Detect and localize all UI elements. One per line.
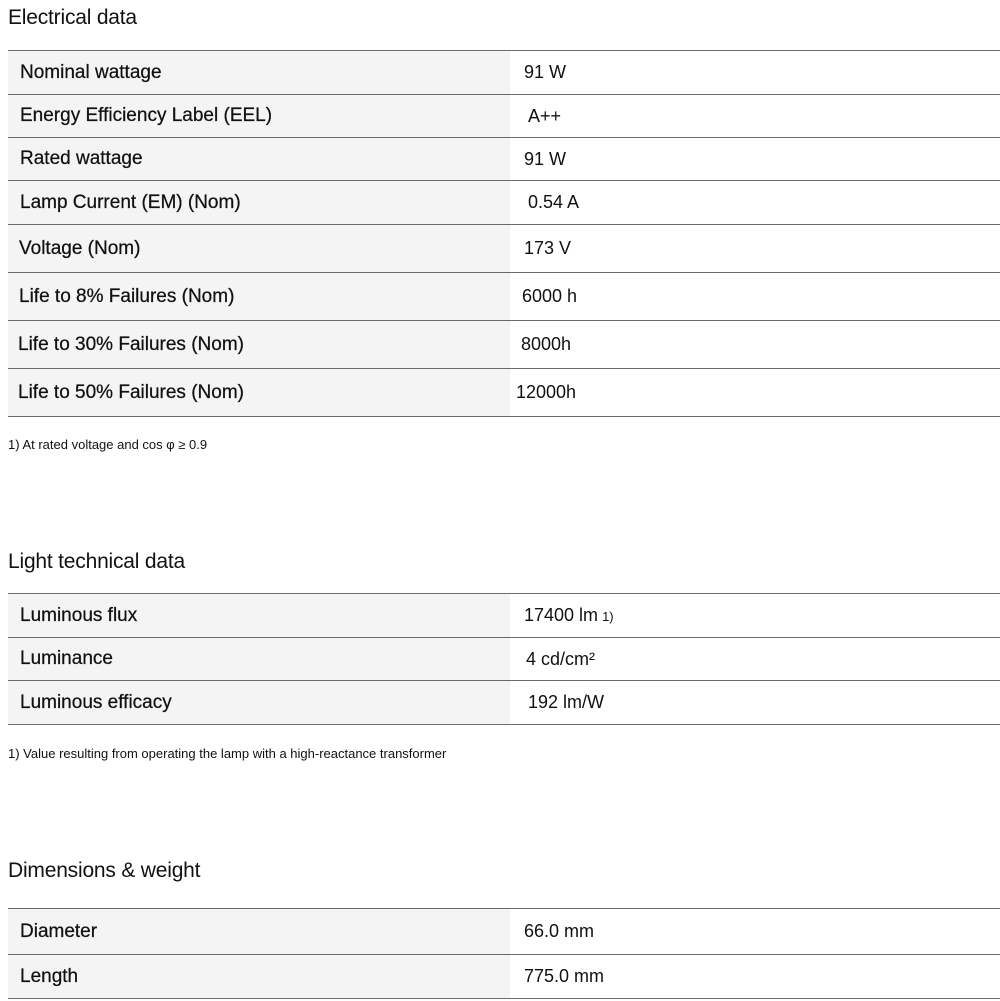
row-label: Lamp Current (EM) (Nom) <box>8 181 510 224</box>
table-row <box>8 909 1000 955</box>
row-value: 6000 h <box>522 286 578 306</box>
table-row <box>8 273 1000 321</box>
row-label: Life to 8% Failures (Nom) <box>8 273 510 320</box>
table-row <box>8 638 1000 681</box>
table-row <box>8 594 1000 638</box>
section-title-electrical: Electrical data <box>8 6 137 29</box>
row-label: Life to 30% Failures (Nom) <box>8 321 510 368</box>
row-label: Diameter <box>8 909 510 954</box>
section-title-dimensions: Dimensions & weight <box>8 859 201 882</box>
row-value: 8000h <box>521 334 572 354</box>
table-row <box>8 51 1000 95</box>
table-row <box>8 138 1000 181</box>
light-technical-data-table <box>8 593 1000 725</box>
row-value: 91 W <box>524 148 567 169</box>
table-row <box>8 181 1000 225</box>
table-row <box>8 321 1000 369</box>
footnote-light: 1) Value resulting from operating the lamp with a high-reactance transformer <box>8 746 447 761</box>
electrical-data-table <box>8 50 1000 417</box>
table-row <box>8 95 1000 138</box>
row-value: 12000h <box>516 382 577 402</box>
row-value <box>510 605 614 626</box>
table-row <box>8 955 1000 999</box>
table-row <box>8 681 1000 725</box>
row-value: 0.54 A <box>528 192 580 212</box>
row-label: Life to 50% Failures (Nom) <box>8 369 510 416</box>
dimensions-weight-table <box>8 908 1000 999</box>
row-label: Luminous flux <box>8 594 510 637</box>
row-value: 173 V <box>524 238 572 258</box>
footnote-ref: 1) <box>602 609 614 624</box>
row-label: Rated wattage <box>8 138 510 180</box>
row-value: 4 cd/cm² <box>526 648 596 669</box>
row-value-text: 17400 lm <box>524 605 599 625</box>
row-label: Length <box>8 955 510 998</box>
row-label: Energy Efficiency Label (EEL) <box>8 95 510 137</box>
row-value: A++ <box>528 105 562 126</box>
row-value: 192 lm/W <box>528 692 605 712</box>
row-value: 91 W <box>524 62 567 82</box>
table-row <box>8 369 1000 417</box>
row-value: 775.0 mm <box>524 966 605 986</box>
row-label: Luminance <box>8 638 510 680</box>
table-row <box>8 225 1000 273</box>
section-title-light: Light technical data <box>8 550 185 573</box>
row-label: Luminous efficacy <box>8 681 510 724</box>
footnote-electrical: 1) At rated voltage and cos φ ≥ 0.9 <box>8 437 208 452</box>
row-label: Nominal wattage <box>8 51 510 94</box>
row-label: Voltage (Nom) <box>8 225 510 272</box>
row-value: 66.0 mm <box>524 921 595 941</box>
